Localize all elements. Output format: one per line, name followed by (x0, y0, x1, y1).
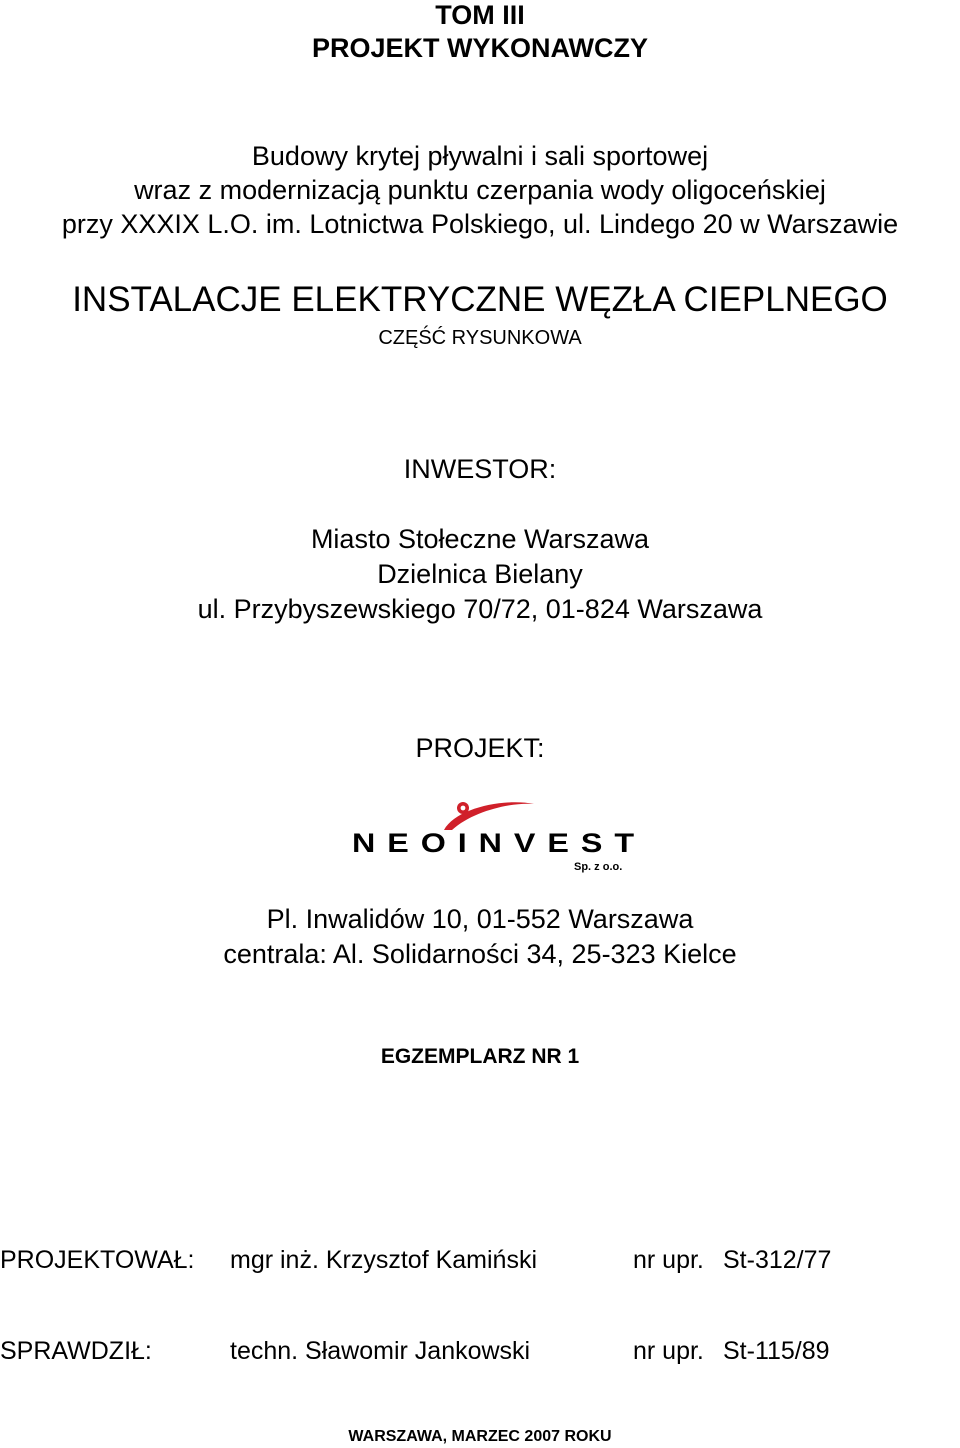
signature-name: techn. Sławomir Jankowski (230, 1337, 531, 1365)
project-description-line-1: Budowy krytej pływalni i sali sportowej (251, 141, 709, 171)
license-number: St-115/89 (723, 1337, 830, 1365)
license-label: nr upr. (633, 1246, 704, 1274)
investor-line-2: Dzielnica Bielany (377, 559, 583, 589)
logo-swoosh-icon (444, 802, 534, 830)
document-type: PROJEKT WYKONAWCZY (311, 33, 648, 63)
project-label: PROJEKT: (415, 733, 545, 763)
license-label: nr upr. (633, 1337, 704, 1365)
signature-name: mgr inż. Krzysztof Kamiński (230, 1246, 538, 1274)
investor-label: INWESTOR: (403, 454, 557, 484)
logo-wordmark: NEOINVEST (352, 828, 646, 858)
logo-company-suffix: Sp. z o.o. (574, 861, 623, 873)
signature-role: SPRAWDZIŁ: (0, 1337, 152, 1365)
license-number: St-312/77 (723, 1246, 832, 1274)
investor-line-1: Miasto Stołeczne Warszawa (310, 524, 650, 554)
place-and-date: WARSZAWA, MARZEC 2007 ROKU (348, 1428, 612, 1445)
company-address-2: centrala: Al. Solidarności 34, 25-323 Kielce (223, 939, 737, 969)
signature-role: PROJEKTOWAŁ: (0, 1246, 195, 1274)
volume-number: TOM III (435, 0, 525, 30)
investor-address: ul. Przybyszewskiego 70/72, 01-824 Warszawa (197, 594, 763, 624)
project-description-line-2: wraz z modernizacją punktu czerpania wody oligoceńskiej (134, 175, 826, 205)
section-title: INSTALACJE ELEKTRYCZNE WĘZŁA CIEPLNEGO (72, 280, 888, 319)
neoinvest-logo (344, 796, 654, 876)
company-address-1: Pl. Inwalidów 10, 01-552 Warszawa (266, 904, 694, 934)
section-subtitle: CZĘŚĆ RYSUNKOWA (378, 327, 582, 349)
copy-number: EGZEMPLARZ NR 1 (380, 1045, 580, 1068)
project-description-line-3: przy XXXIX L.O. im. Lotnictwa Polskiego, ul. Lindego 20 w Warszawie (61, 209, 899, 239)
